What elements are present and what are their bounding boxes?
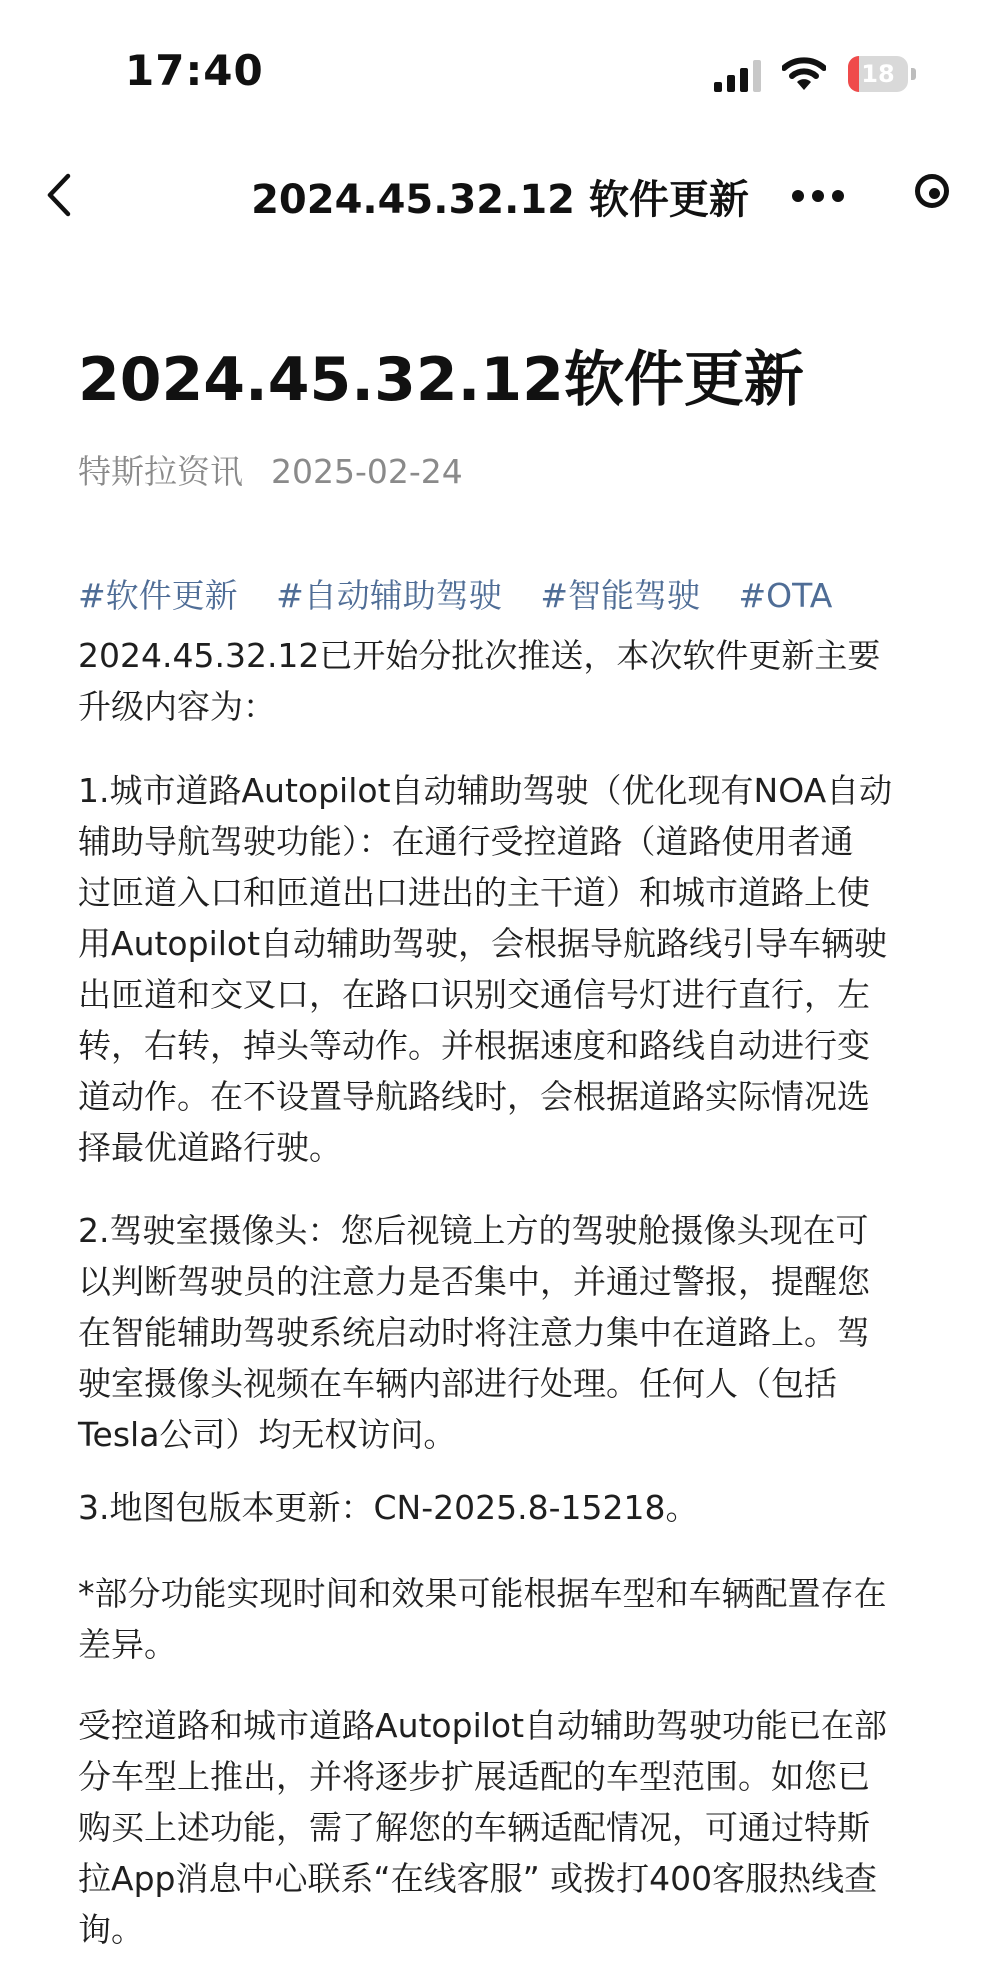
nav-bar [0,150,1000,240]
status-bar [0,0,1000,150]
close-button[interactable] [888,158,982,230]
status-time: 17:40 [125,46,264,95]
text-line: 过匝道入口和匝道出口进出的主干道）和城市道路上使 [78,873,870,912]
text-line: 择最优道路行驶。 [78,1128,342,1167]
more-button[interactable] [778,158,878,230]
tag-item[interactable]: #智能驾驶 [540,576,700,615]
text-line: 询。 [78,1910,144,1949]
text-line: 转，右转，掉头等动作。并根据速度和路线自动进行变 [78,1026,870,1065]
back-button[interactable] [36,170,86,220]
paragraph-map-update [78,1482,938,1533]
text-line: *部分功能实现时间和效果可能根据车型和车辆配置存在 [78,1574,887,1613]
text-line: 分车型上推出，并将逐步扩展适配的车型范围。如您已 [78,1757,870,1796]
battery-percent: 18 [861,60,895,88]
paragraph-cabin-camera [78,1205,938,1460]
text-line: 以判断驾驶员的注意力是否集中，并通过警报，提醒您 [78,1262,870,1301]
tag-list [78,570,860,617]
text-line: 受控道路和城市道路Autopilot自动辅助驾驶功能已在部 [78,1706,888,1745]
text-line: Tesla公司）均无权访问。 [78,1415,457,1454]
battery-indicator [848,56,918,92]
paragraph-city-autopilot [78,765,938,1173]
tag-item[interactable]: #自动辅助驾驶 [276,576,502,615]
tag-item[interactable]: #OTA [738,576,833,615]
text-line: 差异。 [78,1625,177,1664]
article-title: 2024.45.32.12软件更新 [78,345,804,415]
text-line: 辅助导航驾驶功能）：在通行受控道路（道路使用者通 [78,822,854,861]
battery-icon [848,56,908,92]
cellular-signal-icon [714,60,762,92]
paragraph-disclaimer [78,1568,938,1670]
tag-item[interactable]: #软件更新 [78,576,238,615]
article-source[interactable]: 特斯拉资讯 [78,452,243,491]
text-line: 升级内容为： [78,687,276,726]
text-line: 用Autopilot自动辅助驾驶，会根据导航路线引导车辆驶 [78,924,888,963]
text-line: 拉App消息中心联系“在线客服” 或拨打400客服热线查 [78,1859,878,1898]
text-line: 3.地图包版本更新：CN-2025.8-15218。 [78,1488,699,1527]
article-meta [78,446,463,493]
text-line: 道动作。在不设置导航路线时，会根据道路实际情况选 [78,1077,870,1116]
text-line: 1.城市道路Autopilot自动辅助驾驶（优化现有NOA自动 [78,771,893,810]
text-line: 2024.45.32.12已开始分批次推送，本次软件更新主要 [78,636,881,675]
text-line: 出匝道和交叉口，在路口识别交通信号灯进行直行，左 [78,975,870,1014]
article-date: 2025-02-24 [271,452,463,491]
text-line: 在智能辅助驾驶系统启动时将注意力集中在道路上。驾 [78,1313,870,1352]
text-line: 2.驾驶室摄像头：您后视镜上方的驾驶舱摄像头现在可 [78,1211,869,1250]
text-line: 购买上述功能，需了解您的车辆适配情况，可通过特斯 [78,1808,870,1847]
target-circle-icon [915,174,949,208]
text-line: 驶室摄像头视频在车辆内部进行处理。任何人（包括 [78,1364,837,1403]
paragraph-intro [78,630,938,732]
mini-program-capsule [778,158,982,230]
paragraph-availability [78,1700,938,1955]
nav-title: 2024.45.32.12 软件更新 [251,177,749,223]
battery-cap [911,68,916,80]
wifi-icon [782,56,826,92]
chevron-left-icon [36,170,86,220]
